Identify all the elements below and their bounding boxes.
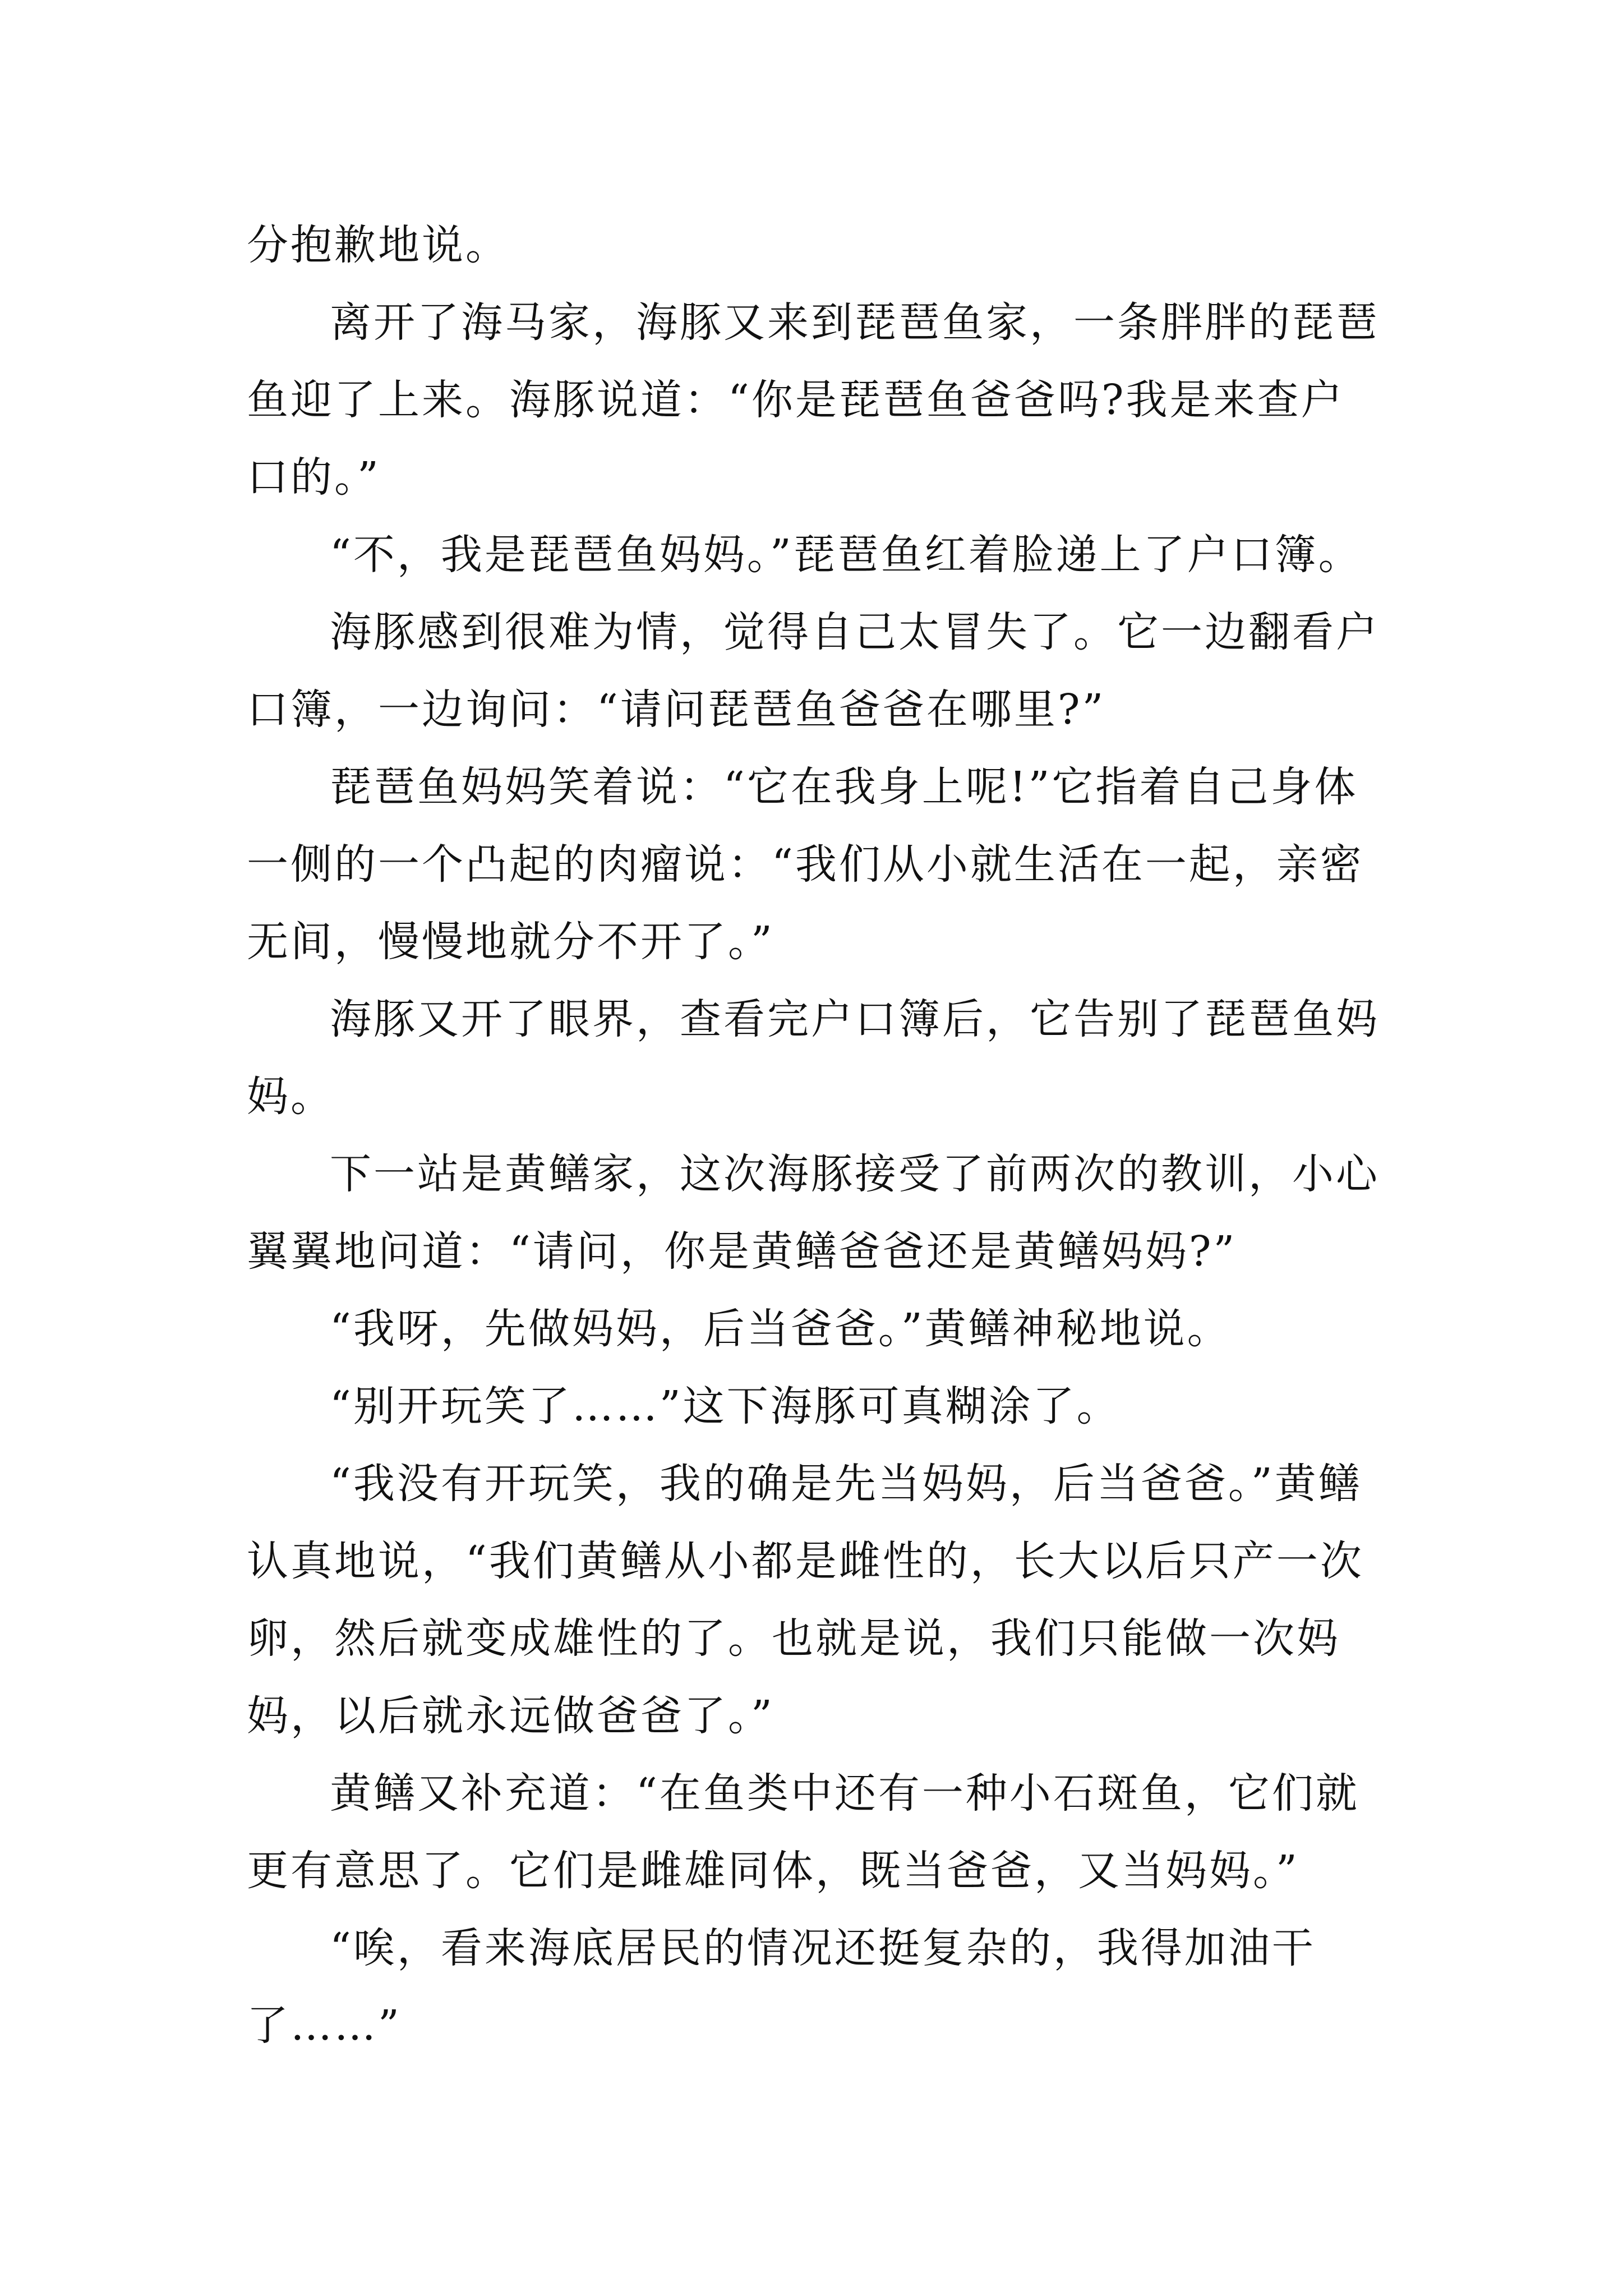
paragraph-9: “别开玩笑了……”这下海豚可真糊涂了。 [330,1382,1121,1430]
paragraph-3: “不，我是琵琶鱼妈妈。”琵琶鱼红着脸递上了户口簿。 [330,531,1362,579]
paragraph-6: 海豚又开了眼界，查看完户口簿后，它告别了琵琶鱼妈妈。 [247,995,1380,1121]
paragraph-11: 黄鳝又补充道：“在鱼类中还有一种小石斑鱼，它们就更有意思了。它们是雌雄同体，既当爸爸，又当妈妈。” [247,1769,1359,1895]
paragraph-4: 海豚感到很难为情，觉得自己太冒失了。它一边翻看户口簿，一边询问：“请问琵琶鱼爸爸在哪里?” [247,608,1380,734]
paragraph-7: 下一站是黄鳝家，这次海豚接受了前两次的教训，小心翼翼地问道：“请问，你是黄鳝爸爸还是黄鳝妈妈?” [247,1150,1380,1276]
paragraph-10: “我没有开玩笑，我的确是先当妈妈，后当爸爸。”黄鳝认真地说，“我们黄鳝从小都是雌性的，长大以后只产一次卵，然后就变成雄性的了。也就是说，我们只能做一次妈妈，以后就永远做爸爸了。” [247,1460,1364,1740]
paragraph-2: 离开了海马家，海豚又来到琵琶鱼家，一条胖胖的琵琶鱼迎了上来。海豚说道：“你是琵琶鱼爸爸吗?我是来查户口的。” [247,298,1380,501]
paragraph-12: “唉，看来海底居民的情况还挺复杂的，我得加油干了……” [247,1924,1316,2050]
paragraph-5: 琵琶鱼妈妈笑着说：“它在我身上呢!”它指着自己身体一侧的一个凸起的肉瘤说：“我们从小就生活在一起，亲密无间，慢慢地就分不开了。” [247,763,1364,966]
paragraph-8: “我呀，先做妈妈，后当爸爸。”黄鳝神秘地说。 [330,1305,1231,1353]
story-text [247,206,1380,2064]
paragraph-1: 分抱歉地说。 [247,221,509,269]
